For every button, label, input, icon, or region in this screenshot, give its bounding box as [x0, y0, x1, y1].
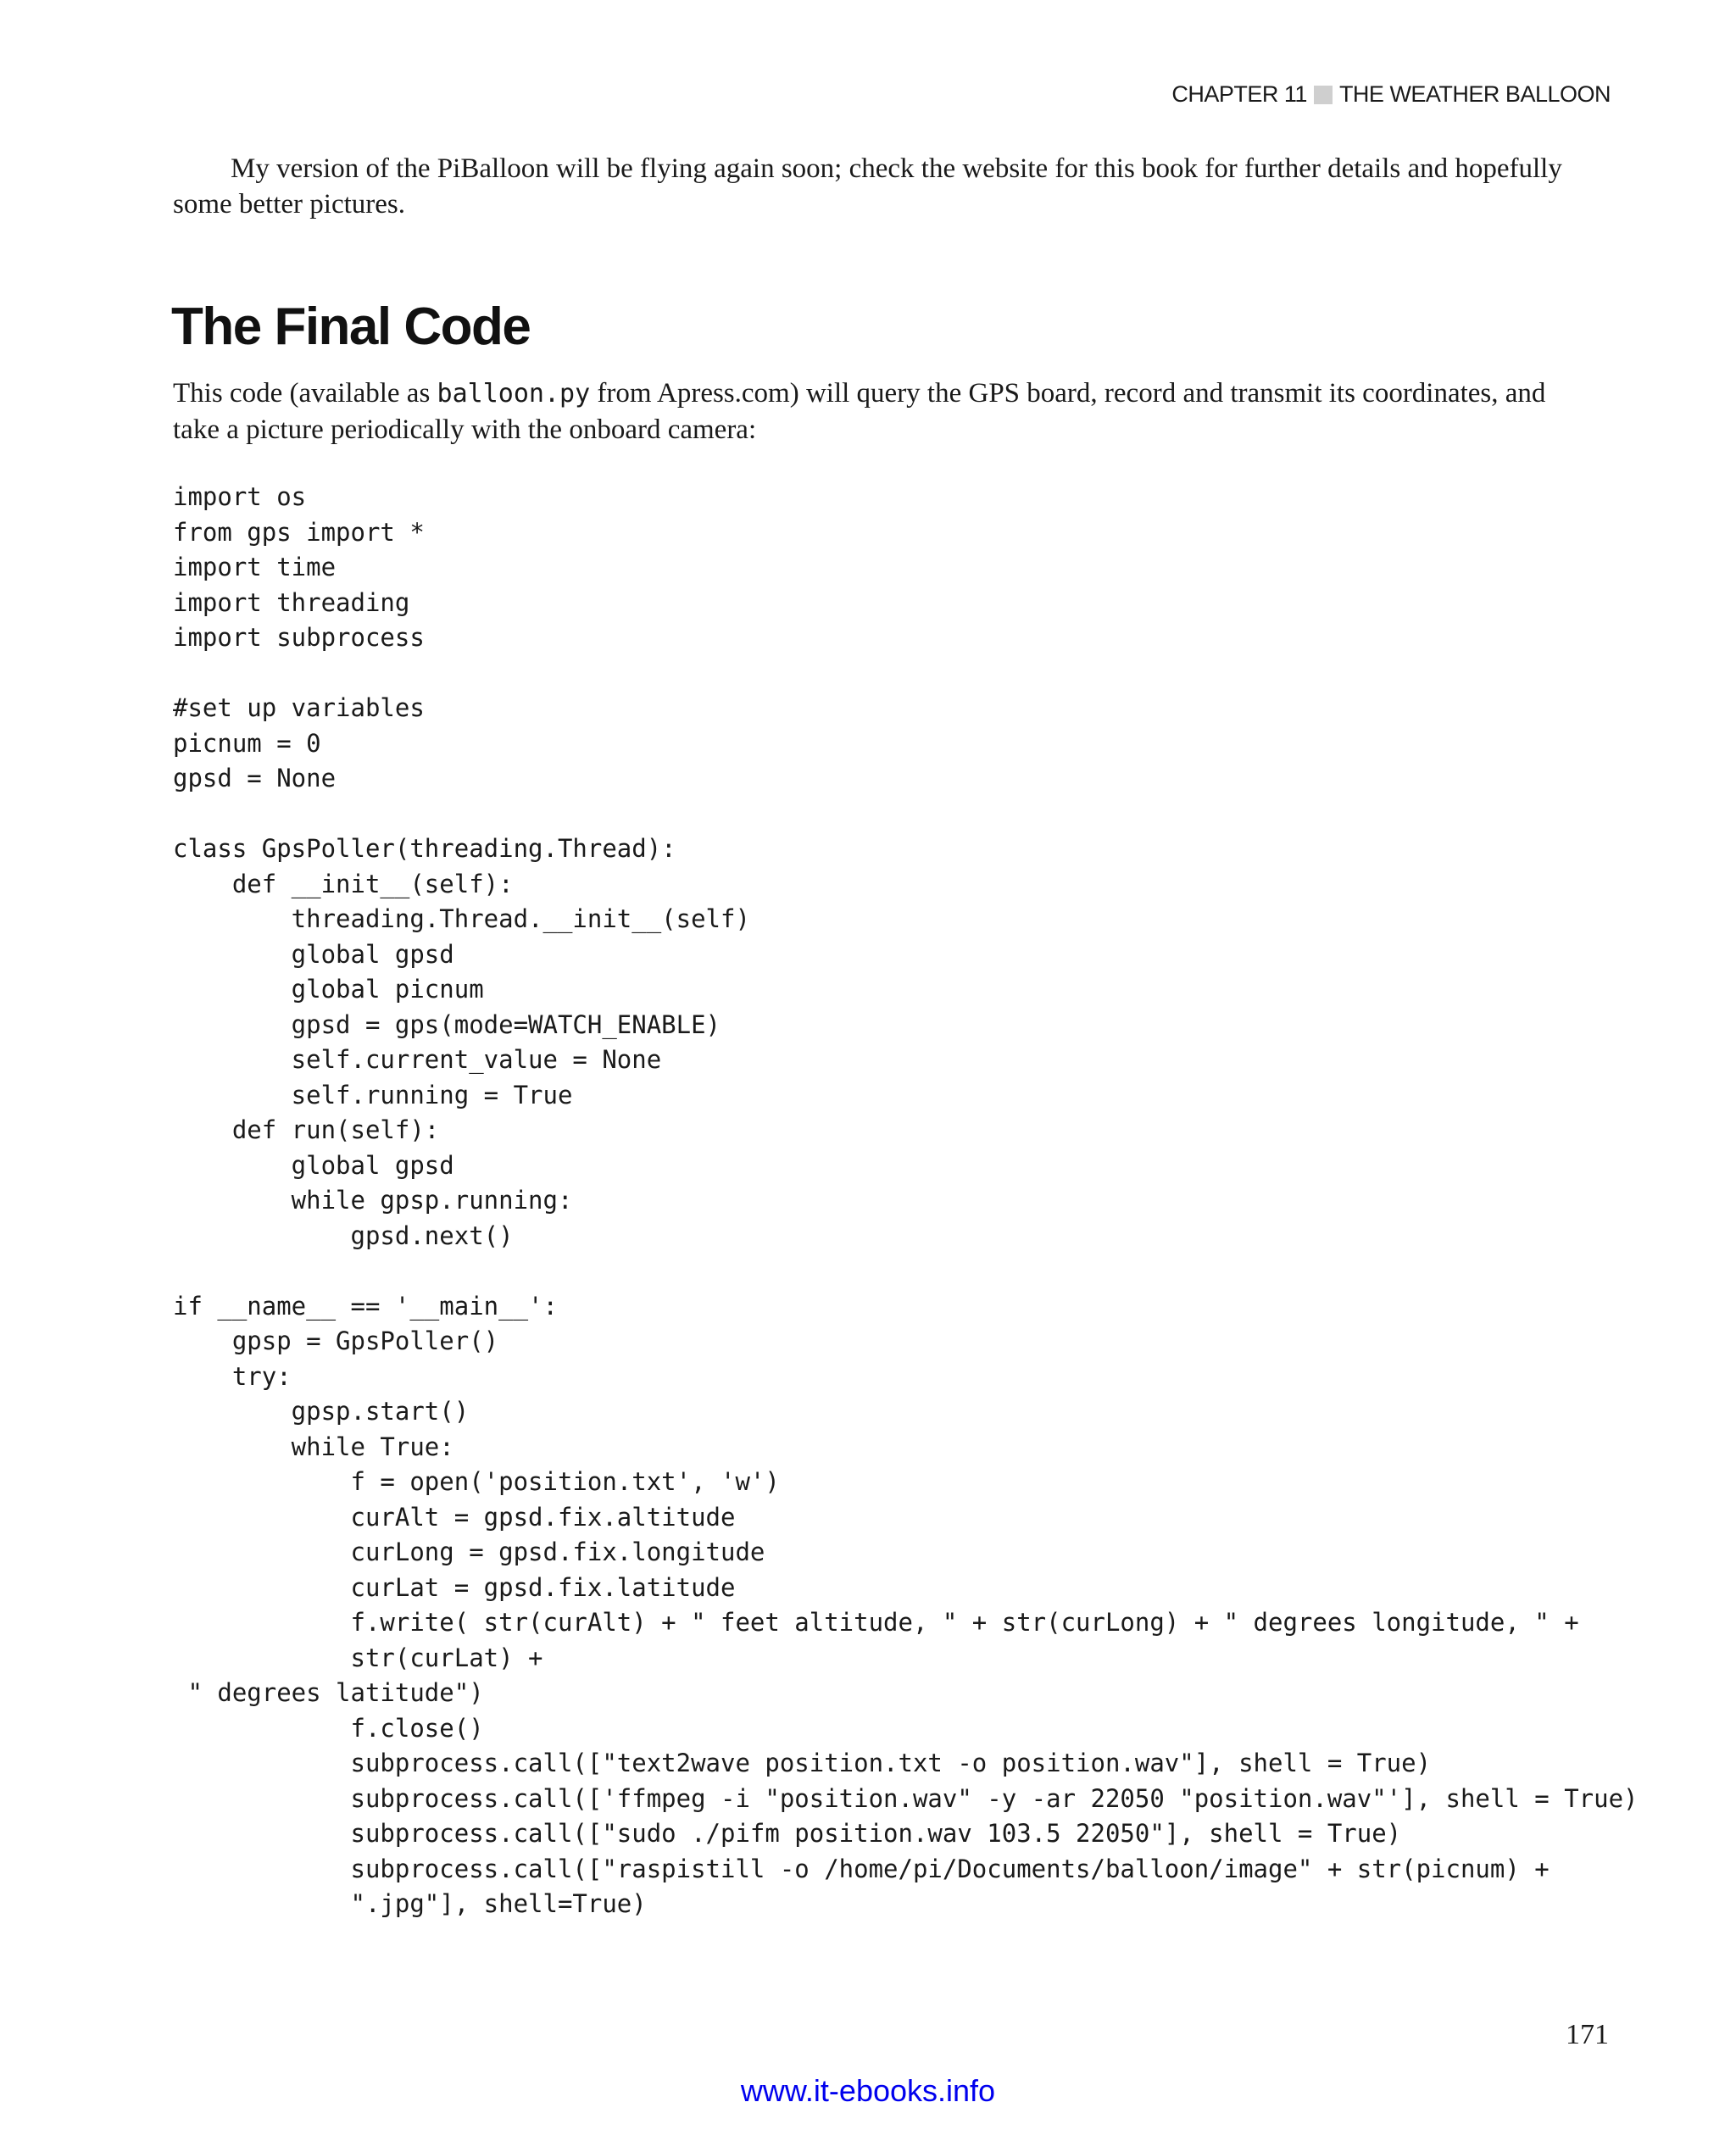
- code-line: global gpsd: [173, 939, 454, 969]
- code-line: subprocess.call(["raspistill -o /home/pi/Documents/balloon/image" + str(picnum) +: [173, 1854, 1550, 1883]
- code-line: global picnum: [173, 975, 484, 1004]
- code-line: f = open('position.txt', 'w'): [173, 1467, 780, 1496]
- code-line: #set up variables: [173, 693, 425, 722]
- code-line: import subprocess: [173, 623, 425, 652]
- chapter-title: THE WEATHER BALLOON: [1338, 81, 1611, 107]
- code-line: gpsd = None: [173, 764, 337, 792]
- code-line: curLong = gpsd.fix.longitude: [173, 1538, 765, 1566]
- code-line: subprocess.call(["text2wave position.txt -o position.wav"], shell = True): [173, 1749, 1432, 1777]
- code-line: picnum = 0: [173, 728, 321, 758]
- code-line: gpsd = gps(mode=WATCH_ENABLE): [173, 1009, 721, 1039]
- code-line: curLat = gpsd.fix.latitude: [173, 1572, 736, 1602]
- code-line: import threading: [173, 587, 410, 617]
- code-line: global gpsd: [173, 1150, 454, 1180]
- code-line: class GpsPoller(threading.Thread):: [173, 834, 676, 863]
- code-line: from gps import *: [173, 517, 425, 547]
- code-line: subprocess.call(["sudo ./pifm position.wav 103.5 22050"], shell = True): [173, 1819, 1402, 1848]
- filename-code: balloon.py: [437, 379, 591, 409]
- description-before: This code (available as: [173, 378, 437, 409]
- code-line: while gpsp.running:: [173, 1186, 573, 1215]
- page-number: 171: [1566, 2019, 1609, 2050]
- code-line: threading.Thread.__init__(self): [173, 904, 750, 933]
- code-line: import os: [173, 482, 307, 511]
- header-separator-square: [1314, 86, 1333, 104]
- code-line: self.running = True: [173, 1080, 573, 1109]
- code-line: subprocess.call(['ffmpeg -i "position.wav" -y -ar 22050 "position.wav"'], shell = True): [173, 1783, 1639, 1813]
- chapter-label: CHAPTER 11: [1171, 81, 1307, 107]
- code-line: f.close(): [173, 1713, 484, 1743]
- code-description: [173, 375, 1597, 448]
- code-line: gpsp.start(): [173, 1397, 470, 1426]
- running-header: [1171, 81, 1611, 108]
- code-line: gpsp = GpsPoller(): [173, 1326, 499, 1355]
- code-line: try:: [173, 1361, 292, 1391]
- code-line: " degrees latitude"): [173, 1678, 484, 1707]
- code-line: curAlt = gpsd.fix.altitude: [173, 1502, 736, 1532]
- code-line: gpsd.next(): [173, 1221, 514, 1250]
- code-line: f.write( str(curAlt) + " feet altitude, " + str(curLong) + " degrees longitude, " +: [173, 1608, 1579, 1637]
- code-line: import time: [173, 553, 337, 581]
- code-line: def run(self):: [173, 1115, 440, 1144]
- code-listing: [173, 480, 1639, 1922]
- code-line: str(curLat) +: [173, 1643, 543, 1672]
- code-line: self.current_value = None: [173, 1045, 662, 1074]
- code-line: if __name__ == '__main__':: [173, 1291, 558, 1321]
- footer-link[interactable]: www.it-ebooks.info: [740, 2073, 996, 2108]
- code-line: while True:: [173, 1432, 454, 1461]
- description-after: from Apress.com) will query the GPS board, record and transmit its coordinates, and take a picture periodically with the onboard camera:: [173, 378, 1546, 445]
- intro-paragraph: My version of the PiBalloon will be flying again soon; check the website for this book for further details and hopefully some better pictures.: [173, 153, 1562, 220]
- code-line: ".jpg"], shell=True): [173, 1889, 647, 1918]
- code-line: def __init__(self):: [173, 869, 514, 898]
- section-title: The Final Code: [171, 298, 531, 356]
